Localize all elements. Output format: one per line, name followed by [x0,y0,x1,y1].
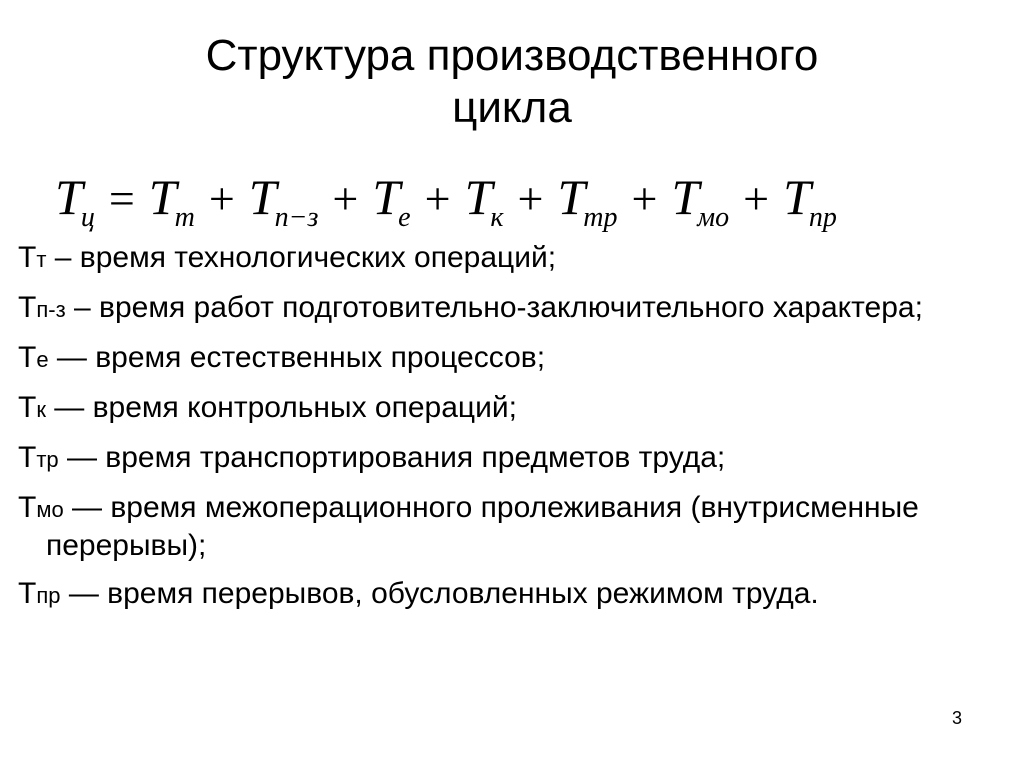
formula-subscript: тр [583,202,618,233]
formula-subscript: мо [697,202,730,233]
definition-symbol: Т [18,391,37,424]
formula-plus: + [332,173,359,224]
formula-symbol: T [671,169,700,225]
formula-subscript: т [174,202,195,233]
formula-lhs [55,168,95,233]
definition-subscript: пр [36,583,61,608]
formula-symbol: T [464,169,493,225]
definition-text: – время работ подготовительно-заключительного характера; [65,291,923,324]
formula-symbol: T [55,169,83,225]
definition-subscript: тр [36,447,59,472]
formula-subscript: е [398,202,411,233]
formula-term [464,168,504,233]
formula-subscript: ц [80,202,95,233]
definition-subscript: к [36,397,46,422]
definition-symbol: Т [18,341,37,374]
definition-item [18,440,1008,478]
formula-symbol: T [148,169,177,225]
slide-title [0,30,1024,134]
definition-text: — время естественных процессов; [48,341,546,374]
definition-symbol: Т [18,491,37,524]
formula-subscript: пр [808,202,837,233]
definition-subscript: п-з [36,297,66,322]
formula-subscript: п−з [274,202,319,233]
formula-plus: + [208,173,235,224]
formula-term [671,168,730,233]
definition-text: — время транспортирования предметов труда; [58,441,726,474]
formula-plus: + [424,173,451,224]
definition-symbol: Т [18,291,37,324]
page-number: 3 [951,708,962,728]
formula-plus: + [517,173,544,224]
formula-term [783,168,837,233]
definition-item [18,576,1008,614]
formula-term [557,168,618,233]
definition-subscript: е [36,347,49,372]
formula-symbol: T [248,169,277,225]
definition-item [18,490,1008,564]
formula-plus: + [631,173,658,224]
definition-symbol: Т [18,441,37,474]
definition-text: — время перерывов, обусловленных режимом труда. [60,577,819,610]
definition-text: — время контрольных операций; [45,391,517,424]
formula-symbol: T [372,169,401,225]
definition-text: — время межоперационного пролеживания (внутрисменные перерывы); [46,491,919,562]
definition-item [18,240,1008,278]
definition-text: – время технологических операций; [46,241,557,274]
slide-title-line-2: цикла [452,83,572,132]
formula-symbol: T [783,169,811,225]
definition-item [18,290,1008,328]
production-cycle-formula [55,168,995,240]
definition-item [18,390,1008,428]
formula-term [248,168,319,233]
slide-title-line-1: Структура производственного [205,31,819,80]
definition-symbol: Т [18,577,37,610]
definition-symbol: Т [18,241,37,274]
formula-term [372,168,411,233]
formula-subscript: к [490,202,504,233]
definitions-list [18,240,1008,626]
formula-equals: = [108,173,135,224]
formula-term [148,168,195,233]
definition-subscript: т [36,247,47,272]
formula-symbol: T [557,169,586,225]
definition-subscript: мо [36,497,64,522]
formula-plus: + [743,173,770,224]
definition-item [18,340,1008,378]
